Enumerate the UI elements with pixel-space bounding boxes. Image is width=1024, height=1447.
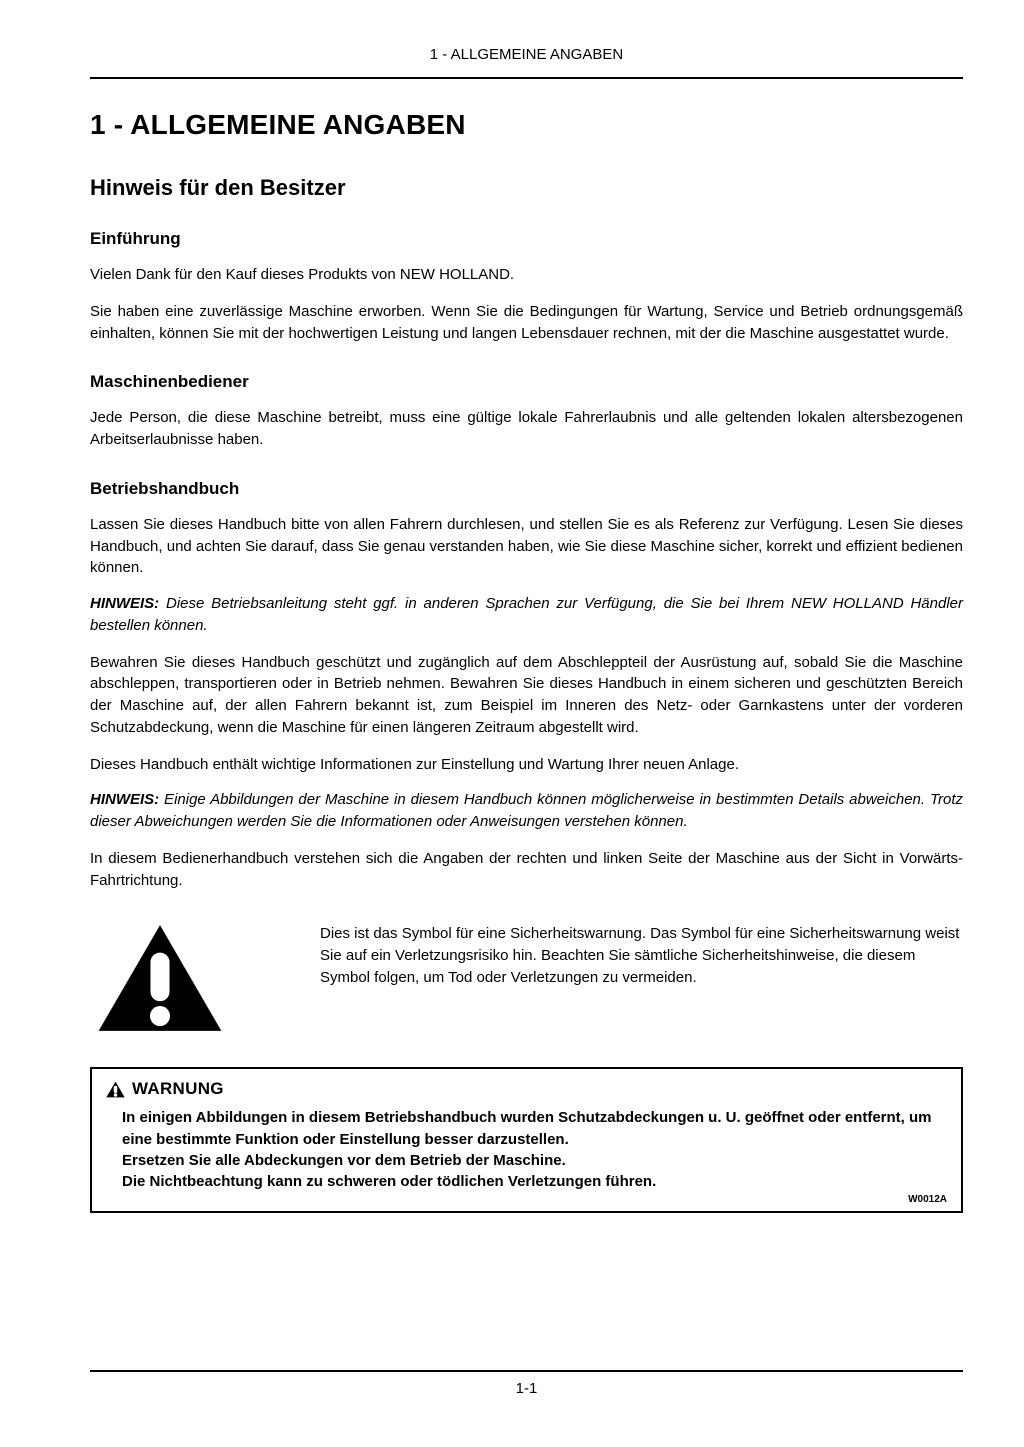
- note-label: HINWEIS:: [90, 595, 160, 612]
- note-text: Einige Abbildungen der Maschine in diesem Handbuch können möglicherweise in bestimmten Details abweichen. Trotz dieser Abweichungen werden Sie die Informationen oder Anweisungen verstehen können.: [90, 791, 963, 830]
- warning-line: Die Nichtbeachtung kann zu schweren oder tödlichen Verletzungen führen.: [122, 1173, 657, 1191]
- safety-symbol-row: [90, 923, 963, 1033]
- manual-paragraph-4: In diesem Bedienerhandbuch verstehen sich die Angaben der rechten und linken Seite der Maschine aus der Sicht in Vorwärts-Fahrtrichtung.: [90, 849, 963, 889]
- manual-note-1: [90, 593, 963, 637]
- manual-paragraph-3: Dieses Handbuch enthält wichtige Informationen zur Einstellung und Wartung Ihrer neuen Anlage.: [90, 755, 740, 773]
- safety-symbol-text: Dies ist das Symbol für eine Sicherheitswarnung. Das Symbol für eine Sicherheitswarnung weist Sie auf ein Verletzungsrisiko hin. Beachten Sie sämtliche Sicherheitshinweise, die diesem Symbol folgen, um Tod oder Verletzungen zu vermeiden.: [320, 925, 960, 986]
- warning-line: In einigen Abbildungen in diesem Betriebshandbuch wurden Schutzabdeckungen u. U. geöffnet oder entfernt, um eine bestimmte Funktion oder Einstellung besser darzustellen.: [122, 1109, 932, 1148]
- warning-reference-code: W0012A: [908, 1194, 947, 1206]
- manual-paragraph-2: Bewahren Sie dieses Handbuch geschützt und zugänglich auf dem Abschleppteil der Ausrüstung auf, sobald Sie die Maschine abschleppen, transportieren oder in Betrieb nehmen. Bewahren Sie dieses Handbuch in einem sicheren und geschützten Bereich der Maschine auf, der allen Fahrern bekannt ist, zum Beispiel im Inneren des Netz- oder Garnkastens unter der vorderen Schutzabdeckung, wenn die Maschine für einen längeren Zeitraum abgestellt wird.: [90, 653, 963, 736]
- chapter-title: 1 - ALLGEMEINE ANGABEN: [90, 109, 466, 140]
- intro-paragraph-2: Sie haben eine zuverlässige Maschine erworben. Wenn Sie die Bedingungen für Wartung, Service und Betrieb ordnungsgemäß einhalten, können Sie mit der hochwertigen Leistung und langen Lebensdauer rechnen, mit der die Maschine ausgestattet wurde.: [90, 302, 963, 342]
- page-number: 1-1: [515, 1380, 538, 1397]
- warning-box: [90, 1067, 963, 1213]
- manual-heading: Betriebshandbuch: [90, 478, 240, 498]
- warning-title-row: [106, 1079, 947, 1099]
- running-header: [90, 46, 963, 79]
- operator-heading: Maschinenbediener: [90, 372, 249, 392]
- manual-note-2: [90, 789, 963, 833]
- note-text: Diese Betriebsanleitung steht ggf. in anderen Sprachen zur Verfügung, die Sie bei Ihrem NEW HOLLAND Händler bestellen können.: [90, 595, 963, 634]
- warning-body: [122, 1107, 947, 1192]
- warning-triangle-icon: [106, 1081, 125, 1098]
- warning-title: WARNUNG: [132, 1079, 224, 1099]
- warning-line: Ersetzen Sie alle Abdeckungen vor dem Betrieb der Maschine.: [122, 1151, 566, 1169]
- safety-alert-icon: [96, 923, 224, 1033]
- intro-paragraph-1: Vielen Dank für den Kauf dieses Produkts von NEW HOLLAND.: [90, 266, 515, 283]
- manual-paragraph-1: Lassen Sie dieses Handbuch bitte von allen Fahrern durchlesen, und stellen Sie es als Referenz zur Verfügung. Lesen Sie dieses Handbuch, und achten Sie darauf, dass Sie genau verstanden haben, wie Sie diese Maschine sicher, korrekt und effizient bedienen können.: [90, 515, 963, 577]
- page-footer: [90, 1370, 963, 1397]
- owner-section-title: Hinweis für den Besitzer: [90, 175, 346, 200]
- intro-heading: Einführung: [90, 229, 181, 248]
- note-label: HINWEIS:: [90, 791, 160, 809]
- operator-paragraph-1: Jede Person, die diese Maschine betreibt, muss eine gültige lokale Fahrerlaubnis und alle geltenden lokalen altersbezogenen Arbeitserlaubnisse haben.: [90, 409, 963, 448]
- running-header-title: 1 - ALLGEMEINE ANGABEN: [429, 46, 624, 63]
